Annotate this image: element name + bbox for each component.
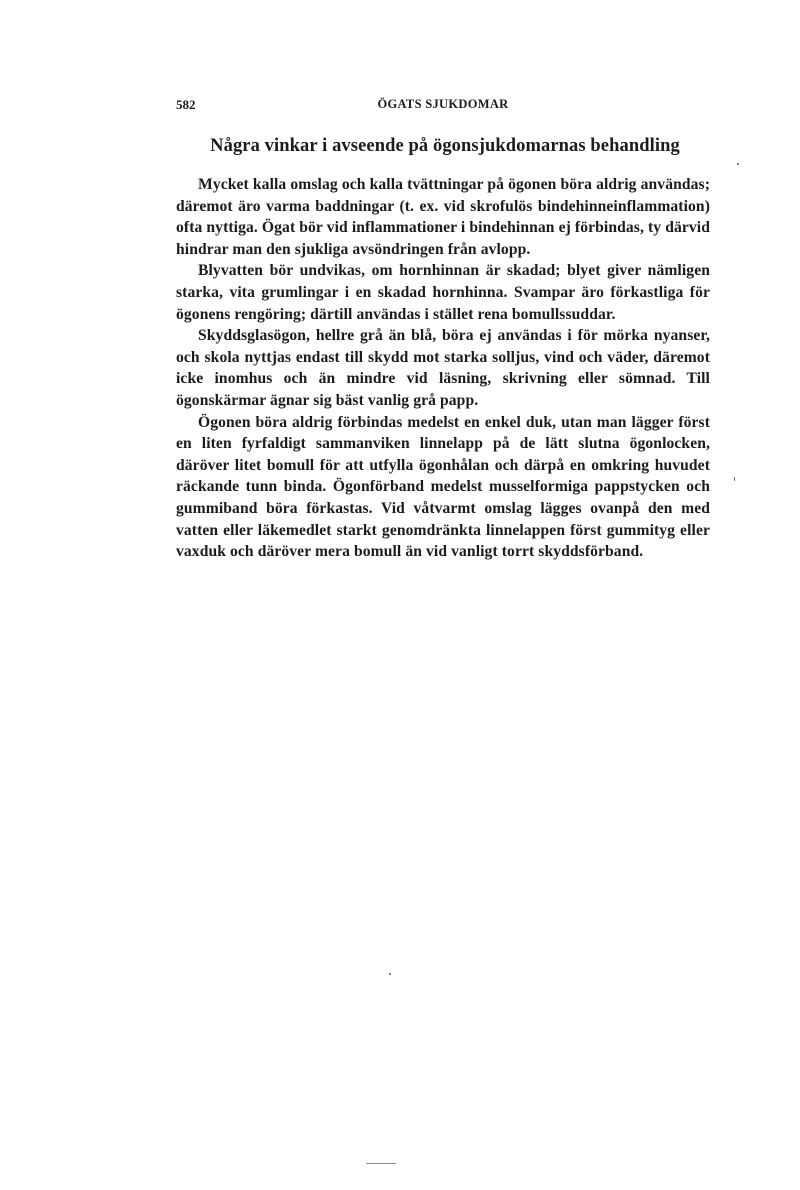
paper-speck <box>734 477 735 481</box>
paragraph-eye-bandage: Ögonen böra aldrig förbindas medelst en enkel duk, utan man lägger först en liten fyrfaldigt sammanviken linnelapp på de lätt slutna ögonlocken, däröver litet bomull för att utfylla ögonhålan och därpå en omkring huvudet räckande tunn binda. Ögonförband medelst musselformiga pappstycken och gummiband böra förkastas. Vid våtvarmt omslag lägges ovanpå den med vatten eller läkemedlet starkt genomdränkta linnelappen först gummityg eller vaxduk och däröver mera bomull än vid vanligt torrt skyddsförband. <box>176 413 710 561</box>
paper-speck <box>737 163 739 165</box>
running-title: ÖGATS SJUKDOMAR <box>377 97 509 111</box>
paragraph-lead-water: Blyvatten bör undvikas, om hornhinnan är skadad; blyet giver nämligen starka, vita grumlingar i en skadad hornhinna. Svampar äro förkastliga för ögonens rengöring; därtill användas i stället rena bomullssuddar. <box>176 262 710 323</box>
body-text <box>176 174 710 563</box>
section-heading: Några vinkar i avseende på ögonsjukdomarnas behandling <box>210 136 680 156</box>
page-number: 582 <box>176 97 196 112</box>
running-head <box>176 97 710 117</box>
footer-rule <box>366 1163 396 1164</box>
paragraph-compresses: Mycket kalla omslag och kalla tvättningar på ögonen böra aldrig användas; däremot äro varma baddningar (t. ex. vid skrofulös bindehinneinflammation) ofta nyttiga. Ögat bör vid inflammationer i bindehinnan ej förbindas, ty därvid hindrar man den sjukliga avsöndringen från avlopp. <box>176 176 710 258</box>
paragraph-protective-glasses: Skyddsglasögon, hellre grå än blå, böra ej användas i för mörka nyanser, och skola nyttjas endast till skydd mot starka solljus, vind och väder, däremot icke inomhus och än mindre vid läsning, skrivning eller sömnad. Till ögonskärmar ägnar sig bäst vanlig grå papp. <box>176 327 710 409</box>
paper-speck <box>389 973 391 975</box>
